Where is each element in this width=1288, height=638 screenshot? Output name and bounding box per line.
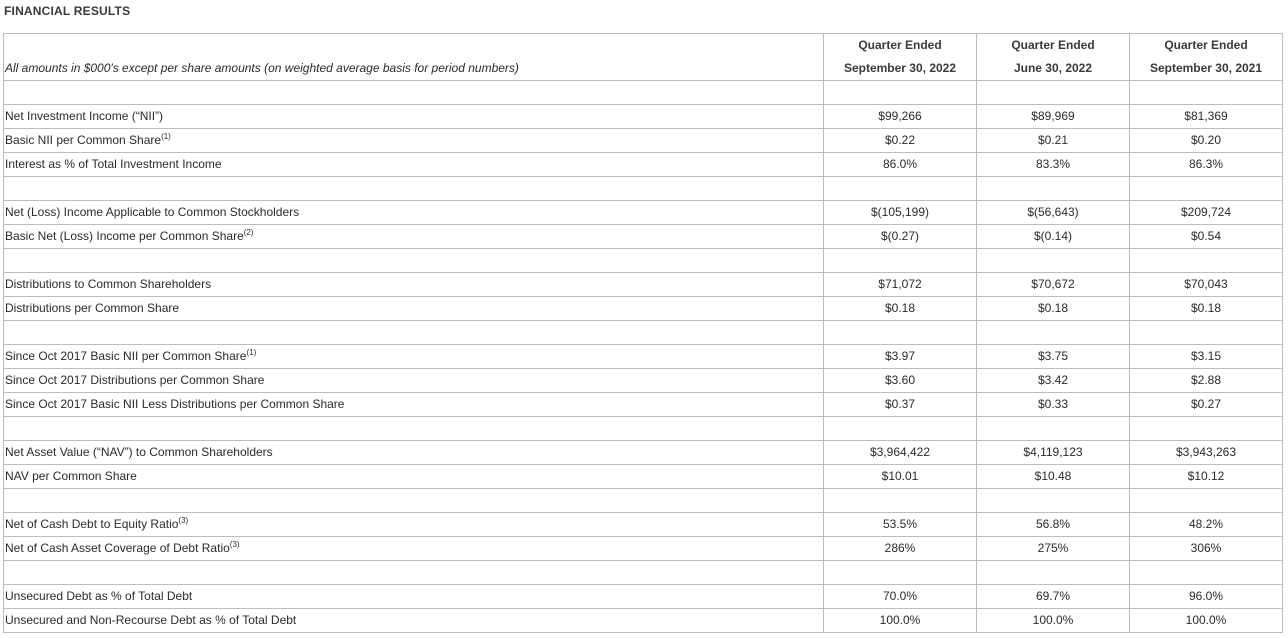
column-header-line1: Quarter Ended: [1130, 34, 1283, 58]
table-row: [4, 393, 1283, 417]
row-label: Net (Loss) Income Applicable to Common Stockholders: [5, 205, 300, 219]
column-header-line1: Quarter Ended: [824, 34, 977, 58]
footnote-marker: (3): [229, 540, 240, 549]
spacer-cell: [824, 177, 977, 201]
row-label: Since Oct 2017 Basic NII per Common Share: [5, 349, 247, 363]
row-label-cell: [4, 537, 824, 561]
spacer-cell: [4, 321, 824, 345]
spacer-cell: [4, 417, 824, 441]
spacer-cell: [977, 417, 1130, 441]
row-label: Basic Net (Loss) Income per Common Share: [5, 229, 244, 243]
value-cell: 100.0%: [977, 609, 1130, 633]
table-row: [4, 513, 1283, 537]
column-header-line2: September 30, 2021: [1130, 57, 1283, 81]
spacer-cell: [977, 249, 1130, 273]
value-cell: 83.3%: [977, 153, 1130, 177]
value-cell: $0.21: [977, 129, 1130, 153]
row-label-cell: [4, 609, 824, 633]
value-cell: $0.18: [1130, 297, 1283, 321]
spacer-cell: [977, 561, 1130, 585]
spacer-row: [4, 417, 1283, 441]
value-cell: $0.18: [977, 297, 1130, 321]
value-cell: $81,369: [1130, 105, 1283, 129]
spacer-cell: [824, 417, 977, 441]
table-row: [4, 153, 1283, 177]
value-cell: 96.0%: [1130, 585, 1283, 609]
financial-results-table: [3, 33, 1283, 633]
value-cell: $3.15: [1130, 345, 1283, 369]
value-cell: $10.12: [1130, 465, 1283, 489]
table-row: [4, 105, 1283, 129]
spacer-cell: [824, 321, 977, 345]
value-cell: 100.0%: [1130, 609, 1283, 633]
spacer-cell: [1130, 81, 1283, 105]
row-label-cell: [4, 273, 824, 297]
value-cell: $(105,199): [824, 201, 977, 225]
row-label: Net of Cash Debt to Equity Ratio: [5, 517, 179, 531]
value-cell: 306%: [1130, 537, 1283, 561]
row-label: Basic NII per Common Share: [5, 133, 162, 147]
value-cell: 86.0%: [824, 153, 977, 177]
spacer-row: [4, 177, 1283, 201]
column-header-line1: Quarter Ended: [977, 34, 1130, 58]
row-label-cell: [4, 441, 824, 465]
value-cell: $3.42: [977, 369, 1130, 393]
table-row: [4, 465, 1283, 489]
row-label-cell: [4, 513, 824, 537]
spacer-cell: [4, 489, 824, 513]
value-cell: $(0.27): [824, 225, 977, 249]
footnote-marker: (2): [243, 228, 254, 237]
value-cell: 70.0%: [824, 585, 977, 609]
row-label: Net Asset Value (“NAV”) to Common Shareholders: [5, 445, 273, 459]
value-cell: $89,969: [977, 105, 1130, 129]
row-label-cell: [4, 153, 824, 177]
value-cell: $0.27: [1130, 393, 1283, 417]
value-cell: $0.22: [824, 129, 977, 153]
value-cell: 275%: [977, 537, 1130, 561]
row-label: Since Oct 2017 Basic NII Less Distributions per Common Share: [5, 397, 345, 411]
value-cell: $4,119,123: [977, 441, 1130, 465]
amounts-note: All amounts in $000's except per share amounts (on weighted average basis for period numbers): [4, 57, 824, 81]
table-row: [4, 537, 1283, 561]
value-cell: $0.33: [977, 393, 1130, 417]
value-cell: $3.75: [977, 345, 1130, 369]
spacer-cell: [1130, 177, 1283, 201]
spacer-cell: [977, 177, 1130, 201]
footnote-marker: (1): [246, 348, 257, 357]
footnote-marker: (1): [161, 132, 171, 141]
row-label-cell: [4, 393, 824, 417]
row-label-cell: [4, 129, 824, 153]
table-row: [4, 345, 1283, 369]
value-cell: 69.7%: [977, 585, 1130, 609]
row-label: Net Investment Income (“NII”): [5, 109, 164, 123]
row-label-cell: [4, 105, 824, 129]
header-row-top: [4, 34, 1283, 58]
value-cell: $209,724: [1130, 201, 1283, 225]
value-cell: $2.88: [1130, 369, 1283, 393]
spacer-row: [4, 561, 1283, 585]
value-cell: $0.37: [824, 393, 977, 417]
spacer-cell: [824, 561, 977, 585]
spacer-cell: [977, 321, 1130, 345]
row-label-cell: [4, 345, 824, 369]
value-cell: $0.54: [1130, 225, 1283, 249]
spacer-cell: [824, 249, 977, 273]
value-cell: $99,266: [824, 105, 977, 129]
value-cell: $3.97: [824, 345, 977, 369]
spacer-cell: [977, 81, 1130, 105]
column-header-line2: September 30, 2022: [824, 57, 977, 81]
row-label-cell: [4, 465, 824, 489]
table-row: [4, 609, 1283, 633]
spacer-cell: [4, 81, 824, 105]
table-row: [4, 585, 1283, 609]
table-body: [4, 34, 1283, 633]
value-cell: $71,072: [824, 273, 977, 297]
table-row: [4, 225, 1283, 249]
value-cell: $10.01: [824, 465, 977, 489]
row-label: Unsecured Debt as % of Total Debt: [5, 589, 193, 603]
value-cell: 86.3%: [1130, 153, 1283, 177]
value-cell: $70,672: [977, 273, 1130, 297]
table-row: [4, 297, 1283, 321]
value-cell: $3.60: [824, 369, 977, 393]
row-label: Distributions per Common Share: [5, 301, 180, 315]
row-label-cell: [4, 297, 824, 321]
row-label: Net of Cash Asset Coverage of Debt Ratio: [5, 541, 230, 555]
row-label-cell: [4, 585, 824, 609]
row-label: Distributions to Common Shareholders: [5, 277, 212, 291]
value-cell: $(0.14): [977, 225, 1130, 249]
table-row: [4, 201, 1283, 225]
table-row: [4, 369, 1283, 393]
value-cell: $0.20: [1130, 129, 1283, 153]
row-label: Since Oct 2017 Distributions per Common Share: [5, 373, 265, 387]
value-cell: $3,943,263: [1130, 441, 1283, 465]
spacer-cell: [4, 177, 824, 201]
spacer-row: [4, 249, 1283, 273]
value-cell: $0.18: [824, 297, 977, 321]
row-label: NAV per Common Share: [5, 469, 137, 483]
section-heading: FINANCIAL RESULTS: [4, 4, 131, 18]
value-cell: $3,964,422: [824, 441, 977, 465]
value-cell: $10.48: [977, 465, 1130, 489]
table-row: [4, 129, 1283, 153]
spacer-cell: [4, 249, 824, 273]
spacer-cell: [1130, 249, 1283, 273]
spacer-row: [4, 81, 1283, 105]
spacer-cell: [1130, 489, 1283, 513]
value-cell: 286%: [824, 537, 977, 561]
value-cell: $70,043: [1130, 273, 1283, 297]
value-cell: 56.8%: [977, 513, 1130, 537]
table-row: [4, 441, 1283, 465]
table-row: [4, 273, 1283, 297]
footnote-marker: (3): [178, 516, 189, 525]
value-cell: 100.0%: [824, 609, 977, 633]
value-cell: $(56,643): [977, 201, 1130, 225]
header-row-bottom: [4, 57, 1283, 81]
spacer-cell: [977, 489, 1130, 513]
spacer-row: [4, 321, 1283, 345]
row-label: Unsecured and Non-Recourse Debt as % of Total Debt: [5, 613, 297, 627]
value-cell: 53.5%: [824, 513, 977, 537]
row-label-cell: [4, 369, 824, 393]
spacer-cell: [824, 81, 977, 105]
spacer-cell: [1130, 561, 1283, 585]
row-label-cell: [4, 225, 824, 249]
spacer-cell: [4, 561, 824, 585]
header-blank-cell: [4, 34, 824, 58]
spacer-cell: [824, 489, 977, 513]
value-cell: 48.2%: [1130, 513, 1283, 537]
row-label-cell: [4, 201, 824, 225]
row-label: Interest as % of Total Investment Income: [5, 157, 222, 171]
spacer-row: [4, 489, 1283, 513]
spacer-cell: [1130, 321, 1283, 345]
spacer-cell: [1130, 417, 1283, 441]
column-header-line2: June 30, 2022: [977, 57, 1130, 81]
